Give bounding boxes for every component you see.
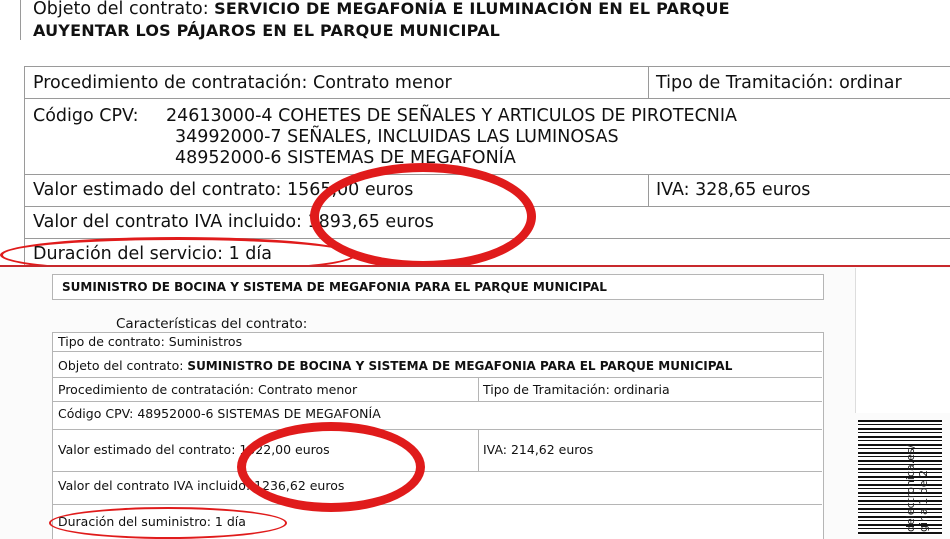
objeto-label: Objeto del contrato: bbox=[33, 0, 215, 19]
table-row-border bbox=[52, 429, 822, 430]
highlight-circle-amount bbox=[237, 422, 425, 512]
objeto-value: SUMINISTRO DE BOCINA Y SISTEMA DE MEGAFONIA PARA EL PARQUE MUNICIPAL bbox=[187, 359, 733, 373]
duracion-text: Duración del servicio: 1 día bbox=[33, 244, 272, 264]
table-row-border bbox=[52, 504, 822, 505]
table-row-border bbox=[52, 351, 822, 352]
table-divider bbox=[478, 377, 479, 401]
side-text-line-1: delectronica.es/ bbox=[904, 444, 917, 532]
highlight-ellipse-duration bbox=[49, 507, 287, 539]
top-document-section bbox=[0, 0, 950, 266]
table-row-border bbox=[52, 471, 822, 472]
duracion-text: Duración del suministro: 1 día bbox=[58, 514, 246, 529]
bottom-document-section bbox=[0, 267, 950, 539]
procedimiento-text: Procedimiento de contratación: Contrato menor bbox=[33, 73, 452, 93]
procedimiento-text: Procedimiento de contratación: Contrato menor bbox=[58, 382, 358, 397]
tramitacion-text: Tipo de Tramitación: ordinaria bbox=[483, 382, 670, 397]
cpv-label: Código CPV: bbox=[33, 106, 139, 126]
valor-estimado-text: Valor estimado del contrato: 1022,00 euros bbox=[58, 442, 330, 457]
objeto-value-line2: AUYENTAR LOS PÁJAROS EN EL PARQUE MUNICIPAL bbox=[33, 21, 501, 40]
table-row-border bbox=[52, 377, 822, 378]
table-divider bbox=[648, 174, 649, 206]
tramitacion-text: Tipo de Tramitación: ordinar bbox=[656, 73, 902, 93]
cpv-line-2: 34992000-7 SEÑALES, INCLUIDAS LAS LUMINOSAS bbox=[175, 127, 619, 147]
valor-iva-text: Valor del contrato IVA incluido: 1236,62 euros bbox=[58, 478, 345, 493]
table-divider bbox=[478, 429, 479, 471]
iva-text: IVA: 328,65 euros bbox=[656, 180, 811, 200]
highlight-ellipse-duration bbox=[0, 237, 356, 266]
table-divider bbox=[648, 66, 649, 98]
table-row-border bbox=[24, 98, 950, 99]
caracteristicas-heading: Características del contrato: bbox=[116, 316, 308, 332]
margin-area bbox=[855, 268, 950, 413]
table-row-border bbox=[24, 66, 950, 67]
table-border-left bbox=[24, 66, 25, 266]
valor-iva-text: Valor del contrato IVA incluido: 1893,65 euros bbox=[33, 212, 434, 232]
cpv-text: Código CPV: 48952000-6 SISTEMAS DE MEGAFONÍA bbox=[58, 406, 381, 421]
valor-estimado-text: Valor estimado del contrato: 1565,00 euros bbox=[33, 180, 414, 200]
cpv-line-1: 24613000-4 COHETES DE SEÑALES Y ARTICULOS DE PIROTECNIA bbox=[166, 106, 738, 126]
iva-text: IVA: 214,62 euros bbox=[483, 442, 594, 457]
table-row-border bbox=[52, 401, 822, 402]
tipo-contrato-text: Tipo de contrato: Suministros bbox=[58, 334, 243, 349]
side-vertical-text bbox=[904, 445, 930, 532]
objeto-row bbox=[33, 0, 730, 20]
objeto-value-line1: SERVICIO DE MEGAFONÍA E ILUMINACIÓN EN EL PARQUE bbox=[214, 0, 730, 18]
table-border-left-upper bbox=[20, 0, 21, 40]
document-title: SUMINISTRO DE BOCINA Y SISTEMA DE MEGAFONIA PARA EL PARQUE MUNICIPAL bbox=[62, 280, 607, 294]
side-text-line-2: gina 1 de 2 bbox=[917, 470, 930, 532]
cpv-line-3: 48952000-6 SISTEMAS DE MEGAFONÍA bbox=[175, 148, 516, 168]
objeto-label: Objeto del contrato: bbox=[58, 358, 188, 373]
objeto-row bbox=[58, 358, 732, 374]
